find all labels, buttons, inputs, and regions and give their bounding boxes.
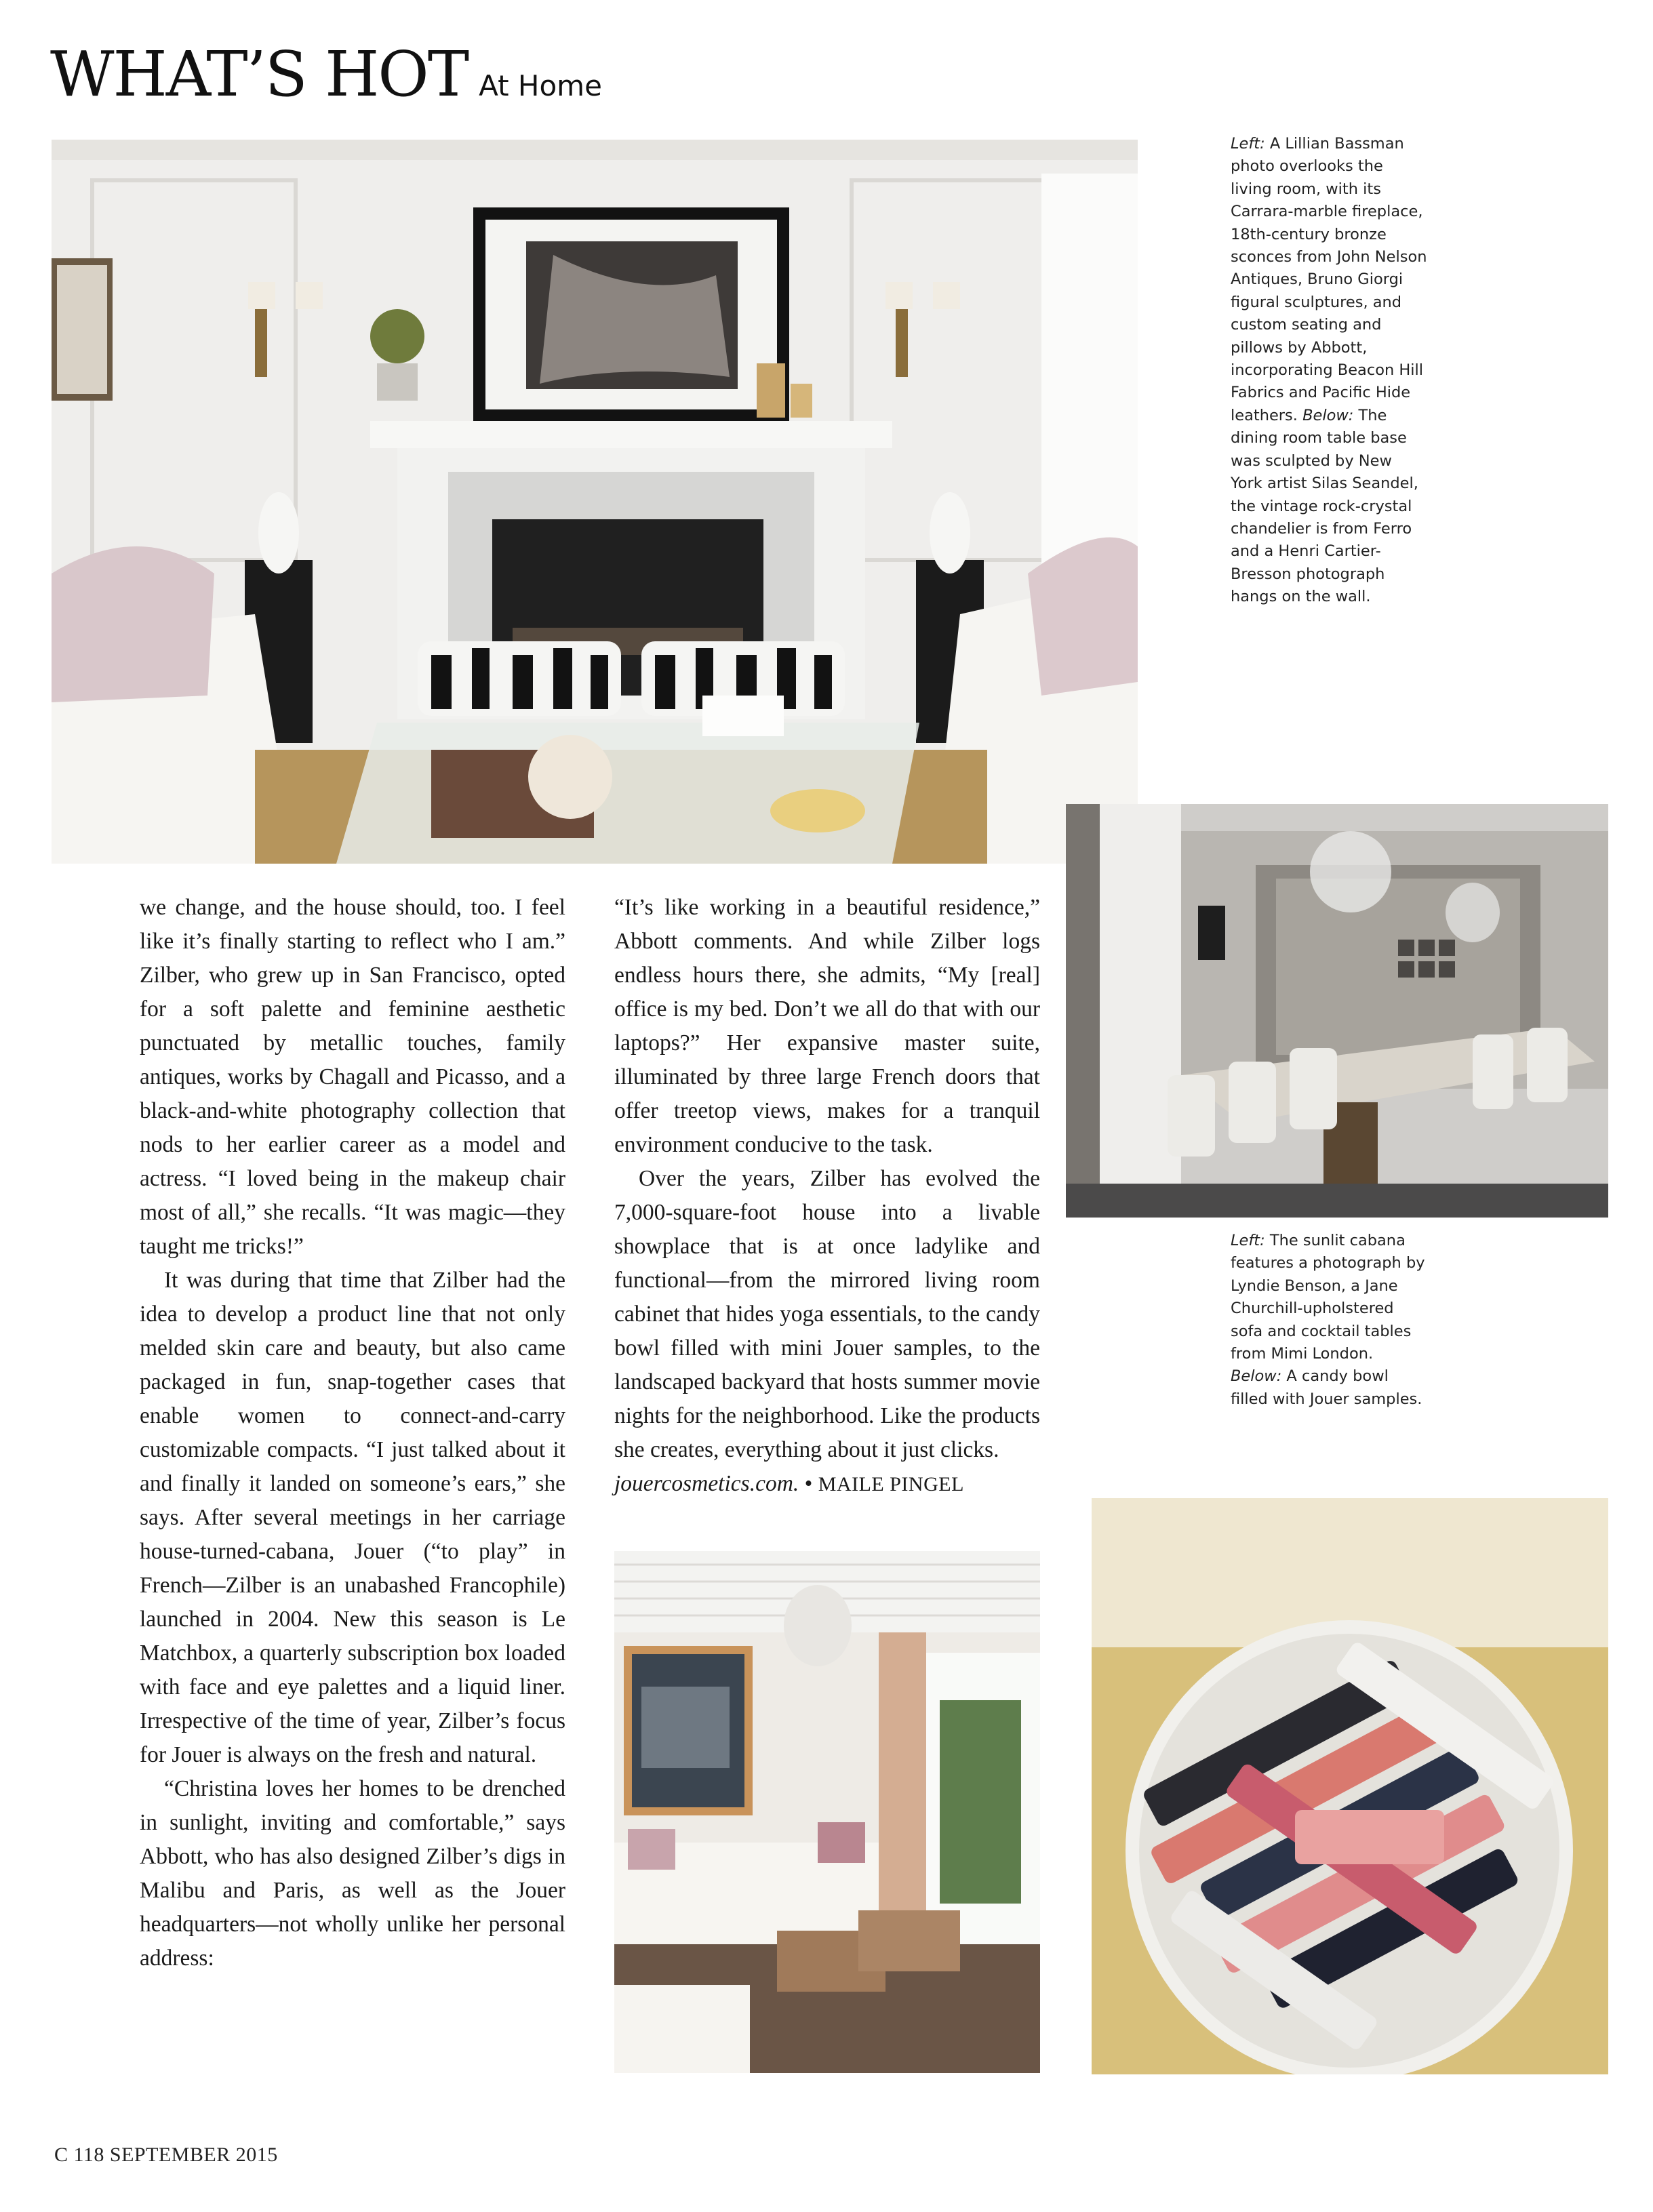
page-header [50, 38, 602, 110]
website-link[interactable]: jouercosmetics.com. [614, 1471, 799, 1496]
caption-text-below: The dining room table base was sculpted by New York artist Silas Seandel, the vintage rock-crystal chandelier is from Ferro and a Henri Cartier-Bresson photograph hangs on the wall. [1231, 406, 1418, 606]
article-paragraph: we change, and the house should, too. I feel like it’s finally starting to reflect who I am.” Zilber, who grew up in San Francisco, opted for a soft palette and feminine aesthetic punctuated by metallic touches, family antiques, works by Chagall and Picasso, and a black-and-white photography collection that nods to her earlier career as a model and actress. “I loved being in the makeup chair most of all,” she recalls. “It was magic—they taught me tricks!” [140, 895, 565, 1259]
article-column-1 [140, 891, 565, 1975]
bullet-separator: • [799, 1471, 818, 1496]
candy-bowl-photo [1092, 1498, 1608, 2074]
caption-text-left: The sunlit cabana features a photograph by Lyndie Benson, a Jane Churchill-upholstered sofa and cocktail tables from Mimi London. [1231, 1232, 1425, 1363]
caption-living-dining [1231, 133, 1427, 609]
article-column-2 [614, 891, 1040, 1502]
cabana-photo [614, 1551, 1040, 2073]
page-folio: C 118 SEPTEMBER 2015 [54, 2144, 278, 2166]
article-paragraph: “It’s like working in a beautiful residence,” Abbott comments. And while Zilber logs endless hours there, she admits, “My [real] office is my bed. Don’t we all do that with our laptops?” Her expansive master suite, illuminated by three large French doors that offer treetop views, makes for a tranquil environment conducive to the task. [614, 895, 1040, 1157]
section-subtitle: At Home [479, 69, 602, 102]
article-paragraph: Over the years, Zilber has evolved the 7,000-square-foot house into a livable showplace that is at once ladylike and functional—from the mirrored living room cabinet that hides yoga essentials, to the candy bowl filled with mini Jouer samples, to the landscaped backyard that hosts summer movie nights for the neighborhood. Like the products she creates, everything about it just clicks. [614, 1166, 1040, 1462]
caption-label-left: Left: [1231, 135, 1265, 153]
article-paragraph: “Christina loves her homes to be drenched in sunlight, inviting and comfortable,” says Abbott, who has also designed Zilber’s digs in Malibu and Paris, as well as the Jouer headquarters—not wholly unlike her personal address: [140, 1776, 565, 1971]
article-signoff [614, 1467, 1040, 1502]
section-title: WHAT’S HOT [50, 38, 469, 110]
living-room-photo [52, 140, 1138, 864]
dining-room-photo [1066, 804, 1608, 1218]
caption-label-below: Below: [1302, 406, 1354, 424]
caption-label-below: Below: [1231, 1367, 1282, 1386]
author-byline: MAILE PINGEL [818, 1473, 964, 1495]
caption-text-below: A candy bowl filled with Jouer samples. [1231, 1367, 1422, 1408]
caption-label-left: Left: [1231, 1232, 1265, 1249]
caption-text-left: A Lillian Bassman photo overlooks the living room, with its Carrara-marble fireplace, 18th-century bronze sconces from John Nelson Antiques, Bruno Giorgi figural sculptures, and custom seating and pillows by Abbott, incorporating Beacon Hill Fabrics and Pacific Hide leathers. [1231, 135, 1427, 424]
article-paragraph: It was during that time that Zilber had the idea to develop a product line that not only melded skin care and beauty, but also came packaged in fun, snap-together cases that enable women to connect-and-carry customizable compacts. “I just talked about it and finally it landed on someone’s ears,” she says. After several meetings in her carriage house-turned-cabana, Jouer (“to play” in French—Zilber is an unabashed Francophile) launched in 2004. New this season is Le Matchbox, a quarterly subscription box loaded with face and eye palettes and a liquid liner. Irrespective of the time of year, Zilber’s focus for Jouer is always on the fresh and natural. [140, 1268, 565, 1767]
caption-cabana-candy [1231, 1230, 1427, 1411]
